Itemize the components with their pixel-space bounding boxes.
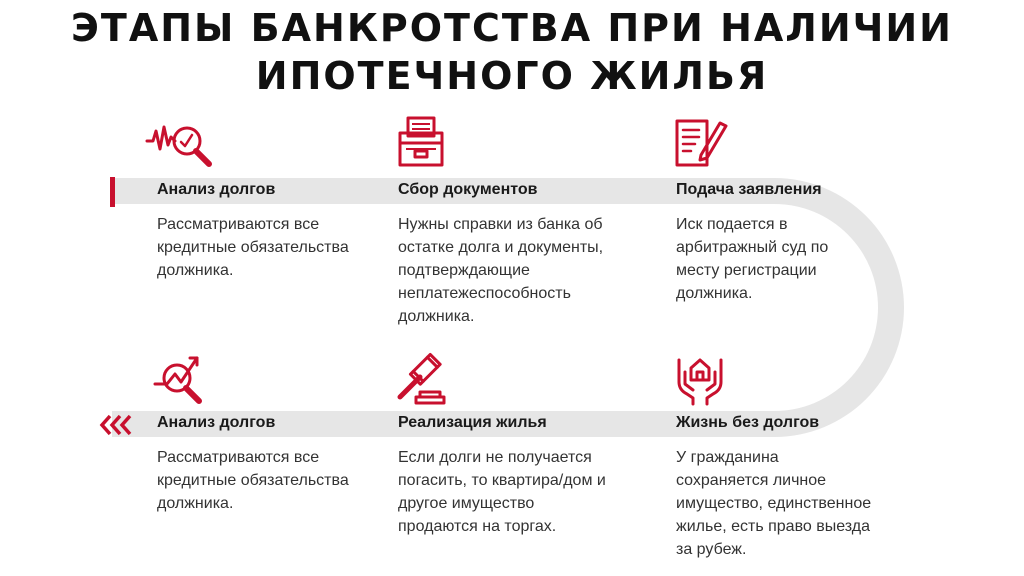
- step-title-debt-analysis: Анализ долгов: [157, 181, 276, 198]
- page-title-line-1: ЭТАПЫ БАНКРОТСТВА ПРИ НАЛИЧИИ: [71, 6, 953, 50]
- step-description: Если долги не получается погасить, то квартира/дом и другое имущество продаются на торгах.: [398, 449, 606, 535]
- step-description: У гражданина сохраняется личное имущество, единственное жилье, есть право выезда за рубеж.: [676, 449, 872, 558]
- hands-house-icon: [665, 352, 735, 408]
- page-title-line-2: ИПОТЕЧНОГО ЖИЛЬЯ: [255, 54, 769, 98]
- step-title-debt-analysis-2: Анализ долгов: [157, 414, 276, 431]
- step-description: Иск подается в арбитражный суд по месту регистрации должника.: [676, 216, 829, 302]
- triple-chevron-left-icon: [98, 410, 138, 440]
- gavel-icon: [386, 352, 456, 408]
- track-start-marker: [110, 177, 115, 207]
- step-title-property-sale: Реализация жилья: [398, 414, 547, 431]
- step-description: Рассматриваются все кредитные обязательства должника.: [157, 449, 349, 512]
- magnifier-growth-icon: [145, 352, 215, 408]
- step-title-debt-free-life: Жизнь без долгов: [676, 414, 820, 431]
- magnifier-wave-icon: [145, 115, 215, 171]
- step-description: Рассматриваются все кредитные обязательства должника.: [157, 216, 349, 279]
- step-title-document-collection: Сбор документов: [398, 181, 538, 198]
- document-archive-icon: [386, 115, 456, 171]
- application-pen-icon: [665, 115, 735, 171]
- step-title-filing-application: Подача заявления: [676, 181, 822, 198]
- step-description: Нужны справки из банка об остатке долга и документы, подтверждающие неплатежеспособность должника.: [398, 216, 604, 325]
